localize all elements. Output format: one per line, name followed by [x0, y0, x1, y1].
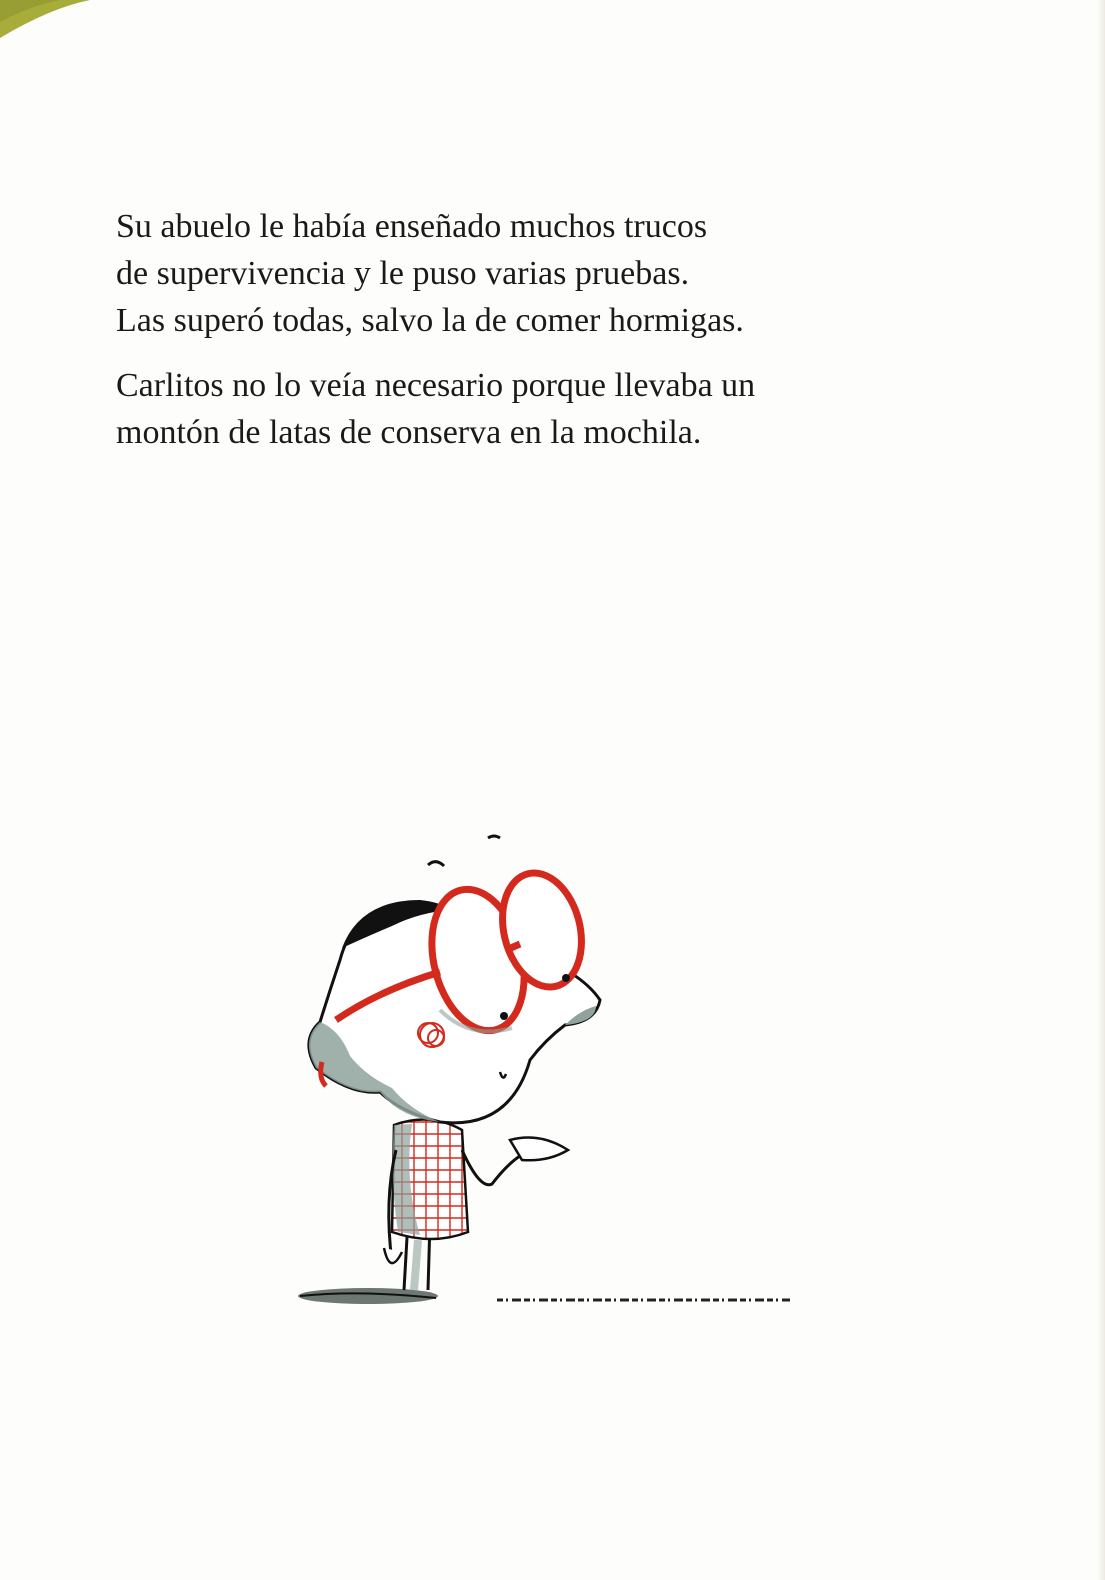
eye	[500, 1012, 508, 1020]
text-line: montón de latas de conserva en la mochila.	[116, 414, 702, 451]
story-text	[116, 203, 876, 456]
boy-with-red-glasses-icon	[290, 820, 810, 1320]
open-palm	[510, 1138, 568, 1161]
worry-mark	[428, 862, 444, 866]
text-line: Carlitos no lo veía necesario porque llevaba un	[116, 367, 756, 404]
text-line: Su abuelo le había enseñado muchos trucos	[116, 208, 708, 245]
text-line: de supervivencia y le puso varias pruebas.	[116, 255, 690, 292]
eye	[562, 974, 570, 982]
page-corner-edge	[0, 0, 90, 40]
worry-mark	[488, 836, 500, 838]
paragraph-2	[116, 362, 876, 456]
paragraph-1	[116, 203, 876, 344]
text-line: Las superó todas, salvo la de comer hormigas.	[116, 302, 744, 339]
page-fold-edge	[1097, 0, 1105, 1580]
